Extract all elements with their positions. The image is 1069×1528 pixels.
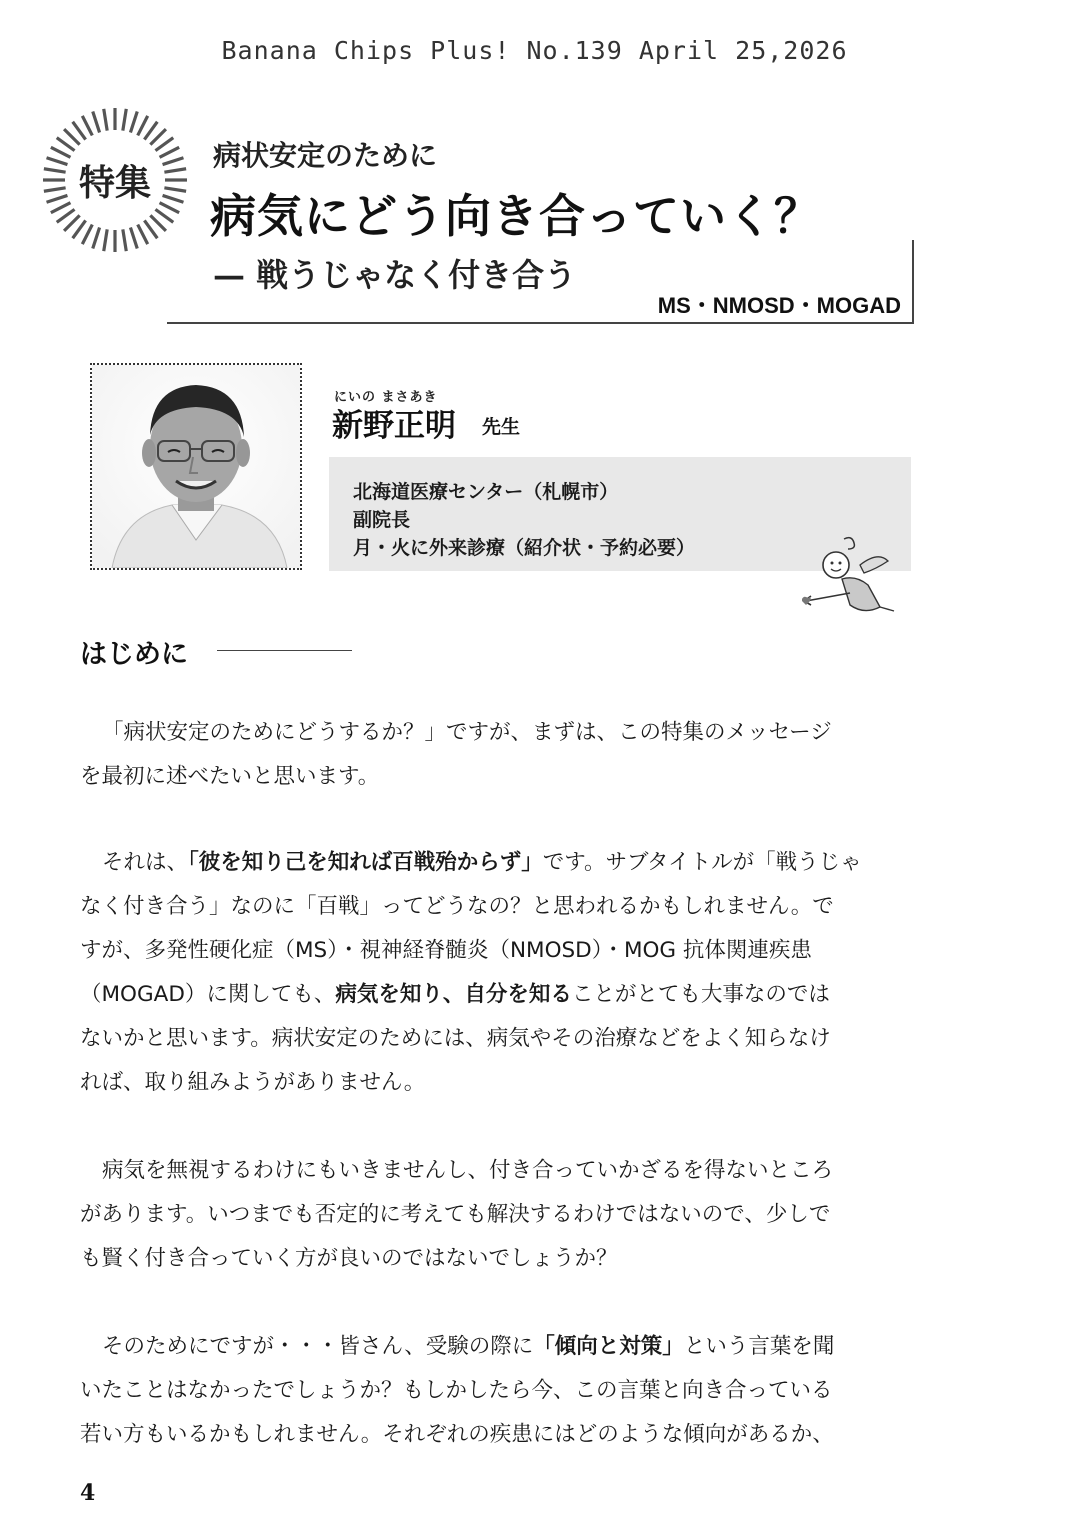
paragraph-2 bbox=[80, 841, 920, 1105]
cupid-mascot-icon bbox=[798, 535, 898, 620]
subtitle: — 戦うじゃなく付き合う bbox=[213, 256, 577, 294]
section-heading-rule bbox=[217, 650, 352, 651]
doctor-position: 副院長 bbox=[353, 509, 411, 531]
doctor-name: 新野正明 bbox=[332, 408, 456, 444]
text-span: そのためにですが・・・皆さん、受験の際に bbox=[102, 1334, 534, 1359]
text-line: 若い方もいるかもしれません。それぞれの疾患にはどのような傾向があるか、 bbox=[80, 1422, 834, 1447]
section-heading: はじめに bbox=[80, 639, 188, 670]
name-ruby: にいの まさあき bbox=[334, 390, 438, 405]
paragraph-1 bbox=[80, 711, 920, 799]
paragraph-3 bbox=[80, 1149, 920, 1281]
text-line: があります。いつまでも否定的に考えても解決するわけではないので、少しで bbox=[80, 1202, 831, 1227]
text-line: ないかと思います。病状安定のためには、病気やその治療などをよく知らなけ bbox=[80, 1026, 831, 1051]
doctor-honorific: 先生 bbox=[482, 416, 521, 438]
paragraph-4 bbox=[80, 1325, 920, 1457]
text-span: （MOGAD）に関しても、 bbox=[80, 982, 336, 1007]
page-number: 4 bbox=[80, 1480, 96, 1506]
text-line: 「病状安定のためにどうするか？」ですが、まずは、この特集のメッセージ bbox=[102, 720, 832, 745]
doctor-clinic-hours: 月・火に外来診療（紹介状・予約必要） bbox=[353, 537, 696, 559]
disease-tags: MS・NMOSD・MOGAD bbox=[657, 293, 901, 318]
doctor-photo bbox=[90, 363, 302, 570]
title-frame-horizontal bbox=[167, 322, 914, 324]
text-span: ことがとても大事なのでは bbox=[571, 982, 830, 1007]
text-line: を最初に述べたいと思います。 bbox=[80, 764, 380, 789]
text-span: それは、 bbox=[102, 850, 189, 875]
text-line: すが、多発性硬化症（MS）・視神経脊髄炎（NMOSD）・MOG 抗体関連疾患 bbox=[80, 938, 812, 963]
feature-badge: 特集 bbox=[78, 162, 151, 204]
text-line: いたことはなかったでしょうか？もしかしたら今、この言葉と向き合っている bbox=[80, 1378, 833, 1403]
emphasis-text: 病気を知り、自分を知る bbox=[335, 982, 572, 1007]
text-line: れば、取り組みようがありません。 bbox=[80, 1070, 426, 1095]
text-span: です。サブタイトルが「戦うじゃ bbox=[542, 850, 862, 875]
newsletter-header: Banana Chips Plus! No.139 April 25,2026 bbox=[221, 36, 848, 65]
doctor-portrait-image bbox=[92, 365, 300, 568]
text-line: も賢く付き合っていく方が良いのではないでしょうか？ bbox=[80, 1246, 618, 1271]
doctor-affiliation: 北海道医療センター（札幌市） bbox=[353, 481, 619, 503]
pre-title: 病状安定のために bbox=[213, 139, 438, 172]
text-line: なく付き合う」なのに「百戦」ってどうなの？と思われるかもしれません。で bbox=[80, 894, 834, 919]
text-line: 病気を無視するわけにもいきませんし、付き合っていかざるを得ないところ bbox=[102, 1158, 834, 1183]
title-frame-vertical bbox=[912, 240, 914, 324]
page-title: 病気にどう向き合っていく？ bbox=[210, 189, 821, 243]
text-span: という言葉を聞 bbox=[683, 1334, 835, 1359]
emphasis-quote: 「傾向と対策」 bbox=[533, 1334, 684, 1359]
emphasis-quote: 「彼を知り己を知れば百戦殆からず」 bbox=[188, 850, 543, 875]
